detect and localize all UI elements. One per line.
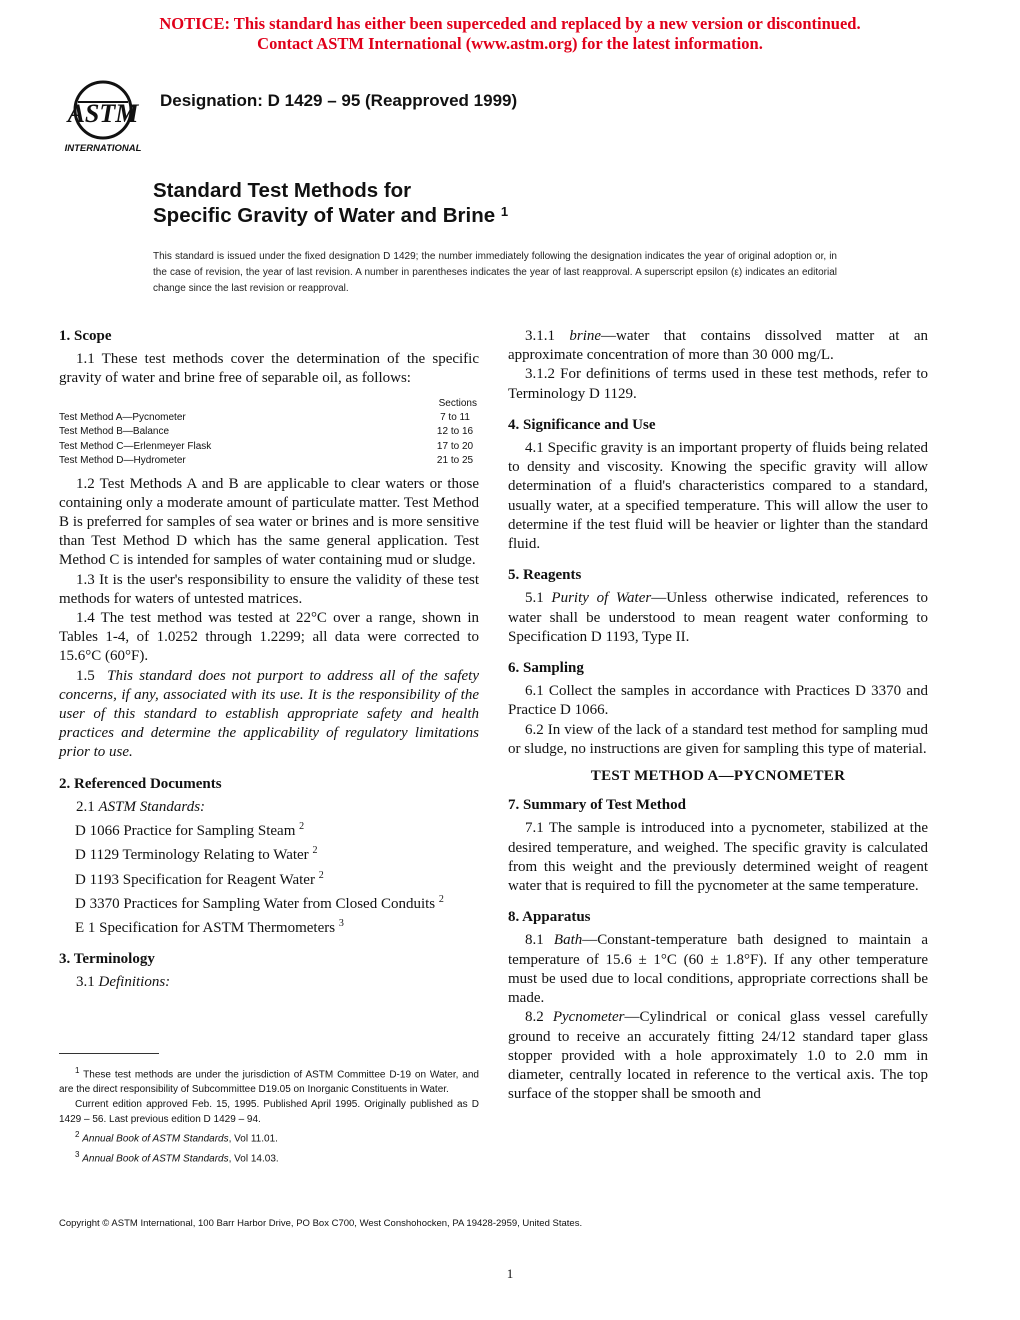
para-2-1-number: 2.1: [76, 798, 95, 815]
para-1-5-text: This standard does not purport to address all of the safety concerns, if any, associated with its use. It is the responsibility of the user of this standard to establish appropriate safety and health practices and determine the applicability of regulatory limitations prior to use.: [59, 667, 480, 761]
reference-item: D 1129 Terminology Relating to Water $^2$: [75, 845, 318, 864]
heading-significance: 4. Significance and Use: [508, 416, 656, 433]
title-line-1: Standard Test Methods for: [153, 179, 412, 202]
heading-apparatus: 8. Apparatus: [508, 909, 591, 926]
methods-sections-header: Sections: [438, 397, 477, 409]
footnotes: [59, 1063, 479, 1166]
para-1-3: 1.3 It is the user's responsibility to ensure the validity of these test methods for waters of untested matrices.: [59, 571, 479, 607]
method-sections: 7 to 11: [440, 412, 470, 424]
method-sections: 17 to 20: [436, 440, 474, 452]
para-8-2: 8.2 Pycnometer—Cylindrical or conical glass vessel carefully ground to receive an accurately fitting 24/12 standard taper glass stopper provided with a hole approximately 1.0 to 2.0 mm in diameter, centrally located in reference to the vertical axis. The top surface of the stopper shall be smooth and: [508, 1009, 928, 1103]
page-number: 1: [506, 1266, 514, 1281]
para-6-2: 6.2 In view of the lack of a standard test method for sampling mud or sludge, no instructions are given for sampling this type of material.: [508, 721, 928, 757]
logo-subtext: INTERNATIONAL: [64, 143, 142, 154]
heading-sampling: 6. Sampling: [508, 660, 584, 677]
reference-list: [75, 817, 479, 938]
heading-scope: 1. Scope: [59, 328, 112, 344]
document-title: [153, 178, 508, 230]
left-column: [59, 327, 479, 993]
para-6-1: 6.1 Collect the samples in accordance with Practices D 3370 and Practice D 1066.: [508, 683, 928, 719]
para-1-4: 1.4 The test method was tested at 22°C over a range, shown in Tables 1-4, of 1.0252 through 1.2299; all data were corrected to 15.6°C (60°F).: [59, 610, 479, 665]
methods-row: [59, 411, 479, 425]
method-name: Test Method B—Balance: [59, 426, 170, 438]
footnote-1: $^1$ These test methods are under the jurisdiction of ASTM Committee D-19 on Water, and are the direct responsibility of Subcommittee D19.05 on Inorganic Constituents in Water.: [59, 1066, 479, 1096]
methods-row: [59, 454, 479, 468]
heading-terminology: 3. Terminology: [59, 951, 155, 968]
methods-row: [59, 440, 479, 454]
para-3-1-2: 3.1.2 For definitions of terms used in these test methods, refer to Terminology D 1129.: [508, 366, 928, 402]
para-1-5-number: 1.5: [76, 667, 95, 684]
logo-text: ASTM: [67, 99, 139, 128]
reference-item: D 1193 Specification for Reagent Water $^2$: [75, 869, 324, 888]
test-method-a-heading: TEST METHOD A—PYCNOMETER: [590, 768, 846, 785]
para-1-5: [59, 667, 479, 763]
para-2-1: [59, 798, 479, 817]
para-3-1-1: 3.1.1 brine—water that contains dissolved matter at an approximate concentration of more than 30 000 mg/L.: [508, 328, 928, 364]
footnote-1-edition: Current edition approved Feb. 15, 1995. Published April 1995. Originally published as D 1429 – 56. Last previous edition D 1429 – 94.: [59, 1099, 479, 1126]
copyright-line: Copyright © ASTM International, 100 Barr Harbor Drive, PO Box C700, West Conshohocken, PA 19428-2959, United States.: [59, 1218, 583, 1229]
heading-summary: 7. Summary of Test Method: [508, 797, 686, 814]
notice-line-2: Contact ASTM International (www.astm.org) for the latest information.: [257, 34, 763, 53]
footnote-3: $^3$ Annual Book of ASTM Standards, Vol 14.03.: [75, 1149, 279, 1164]
notice-line-1: NOTICE: This standard has either been superceded and replaced by a new version or discontinued.: [159, 14, 861, 33]
reference-item: D 1066 Practice for Sampling Steam $^2$: [75, 821, 305, 840]
para-2-1-text: ASTM Standards:: [98, 798, 206, 815]
footnote-2: $^2$ Annual Book of ASTM Standards, Vol 11.01.: [75, 1130, 278, 1145]
methods-row: [59, 425, 479, 439]
designation: Designation: D 1429 – 95 (Reapproved 1999): [160, 91, 518, 110]
para-3-1-number: 3.1: [76, 974, 95, 991]
para-3-1-text: Definitions:: [98, 974, 171, 991]
method-name: Test Method A—Pycnometer: [59, 412, 186, 424]
para-8-1: 8.1 Bath—Constant-temperature bath designed to maintain a temperature of 15.6 ± 1°C (60 ± 1.8°F). If any other temperature must be used due to local conditions, appropriate corrections shall be made.: [508, 932, 928, 1007]
notice-banner: [0, 14, 1020, 54]
method-sections: 21 to 25: [436, 455, 474, 467]
para-5-1: 5.1 Purity of Water—Unless otherwise indicated, references to water shall be understood to mean reagent water conforming to Specification D 1193, Type II.: [508, 590, 929, 645]
footnote-divider: [59, 1053, 159, 1054]
para-3-1: [59, 973, 479, 992]
para-7-1: 7.1 The sample is introduced into a pycnometer, stabilized at the desired temperature, and weighed. The specific gravity is calculated from this weight and the previously determined weight of reagent water that is required to fill the pycnometer at the same temperature.: [508, 820, 928, 895]
method-name: Test Method C—Erlenmeyer Flask: [59, 440, 212, 452]
heading-referenced-documents: 2. Referenced Documents: [59, 775, 222, 792]
title-footnote-mark: 1: [500, 204, 509, 219]
method-sections: 12 to 16: [436, 426, 474, 438]
heading-reagents: 5. Reagents: [508, 567, 582, 584]
method-name: Test Method D—Hydrometer: [59, 455, 186, 467]
astm-logo-icon: [60, 80, 146, 154]
reference-item: D 3370 Practices for Sampling Water from Closed Conduits $^2$: [75, 893, 444, 912]
issuance-note: This standard is issued under the fixed designation D 1429; the number immediately following the designation indicates the year of original adoption or, in the case of revision, the year of last revision. A number in parentheses indicates the year of last reapproval. A superscript epsilon (ε) indicates an editorial change since the last revision or reapproval.: [153, 251, 837, 294]
para-4-1: 4.1 Specific gravity is an important property of fluids being related to density and viscosity. Knowing the specific gravity will allow determination of a fluid's characteristics compared to a standard, usually water, at a specified temperature. This will allow the user to determine if the test fluid will be heavier or lighter than the standard fluid.: [508, 440, 928, 553]
right-column: [508, 327, 928, 1104]
title-line-2: Specific Gravity of Water and Brine: [153, 204, 496, 227]
para-1-1: 1.1 These test methods cover the determination of the specific gravity of water and brine free of separable oil, as follows:: [59, 351, 479, 387]
methods-table: [59, 397, 479, 469]
para-1-2: 1.2 Test Methods A and B are applicable to clear waters or those containing only a moderate amount of particulate matter. Test Method B is preferred for samples of sea water or brines and is more sensitive than Test Method D which has the same general application. Test Method C is intended for samples of water containing mud or sludge.: [59, 475, 479, 569]
reference-item: E 1 Specification for ASTM Thermometers $^3$: [75, 917, 344, 936]
